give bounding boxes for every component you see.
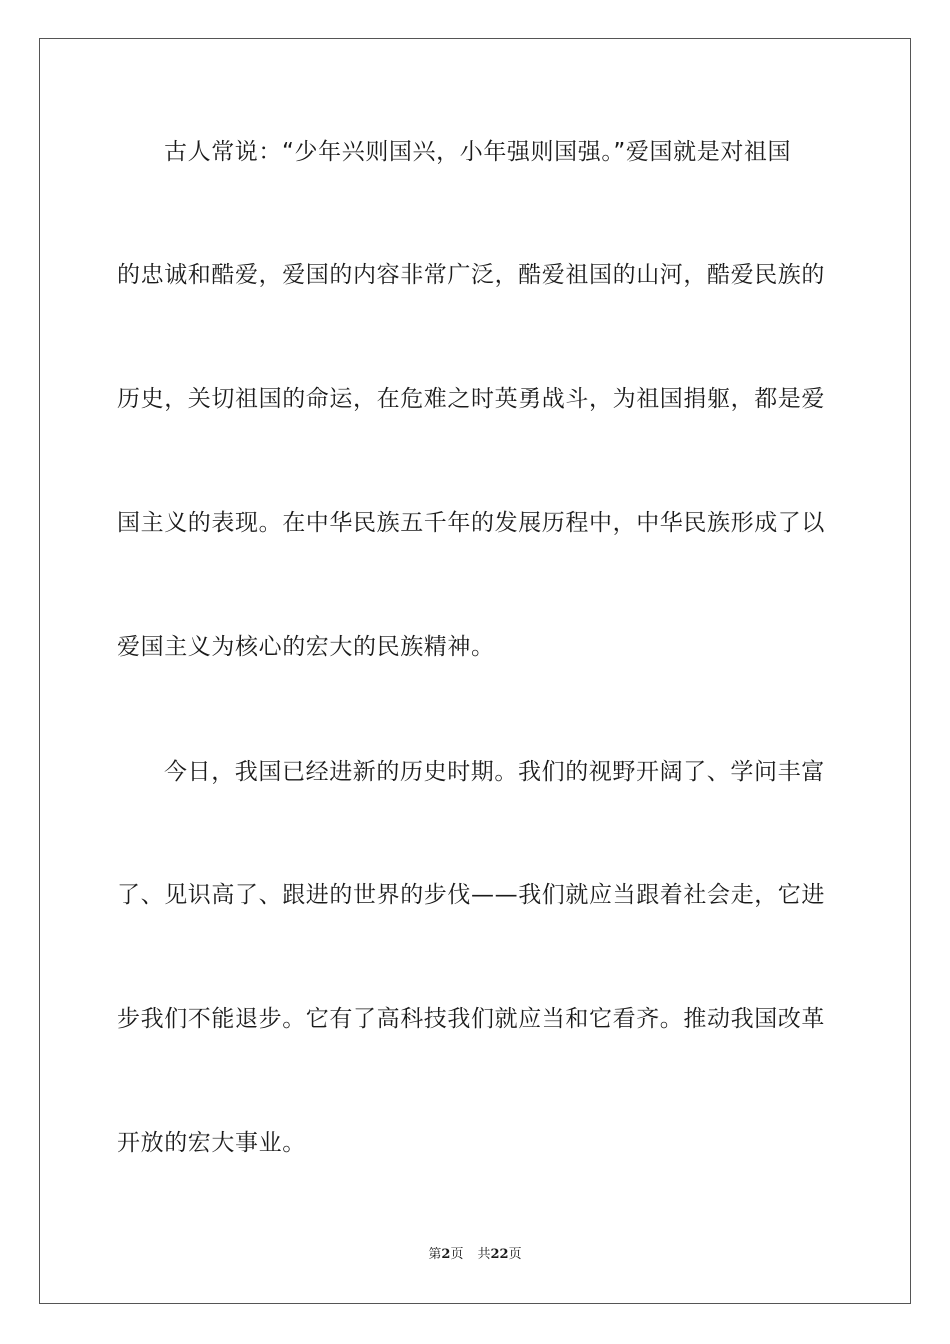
paragraph-line: 古人常说：“少年兴则国兴，小年强则国强。”爱国就是对祖国 — [164, 139, 792, 165]
page-border — [39, 38, 911, 1304]
page-prefix: 第 — [428, 1247, 442, 1262]
page-footer — [0, 1246, 950, 1264]
paragraph-line: 历史，关切祖国的命运，在危难之时英勇战斗，为祖国捐躯，都是爱 — [117, 386, 825, 412]
paragraph-line: 今日，我国已经进新的历史时期。我们的视野开阔了、学问丰富 — [164, 759, 825, 785]
total-prefix: 共 — [477, 1247, 491, 1262]
paragraph-line: 了、见识高了、跟进的世界的步伐——我们就应当跟着社会走，它进 — [117, 882, 825, 908]
paragraph-line: 国主义的表现。在中华民族五千年的发展历程中，中华民族形成了以 — [117, 510, 825, 536]
page-current: 2 — [441, 1247, 451, 1262]
page-suffix: 页 — [450, 1247, 464, 1262]
total-suffix: 页 — [508, 1247, 522, 1262]
page-total: 22 — [490, 1247, 509, 1262]
paragraph-line: 开放的宏大事业。 — [117, 1130, 306, 1156]
paragraph-line: 步我们不能退步。它有了高科技我们就应当和它看齐。推动我国改革 — [117, 1006, 825, 1032]
paragraph-line: 的忠诚和酷爱，爱国的内容非常广泛，酷爱祖国的山河，酷爱民族的 — [117, 262, 825, 288]
paragraph-line: 爱国主义为核心的宏大的民族精神。 — [117, 634, 495, 660]
